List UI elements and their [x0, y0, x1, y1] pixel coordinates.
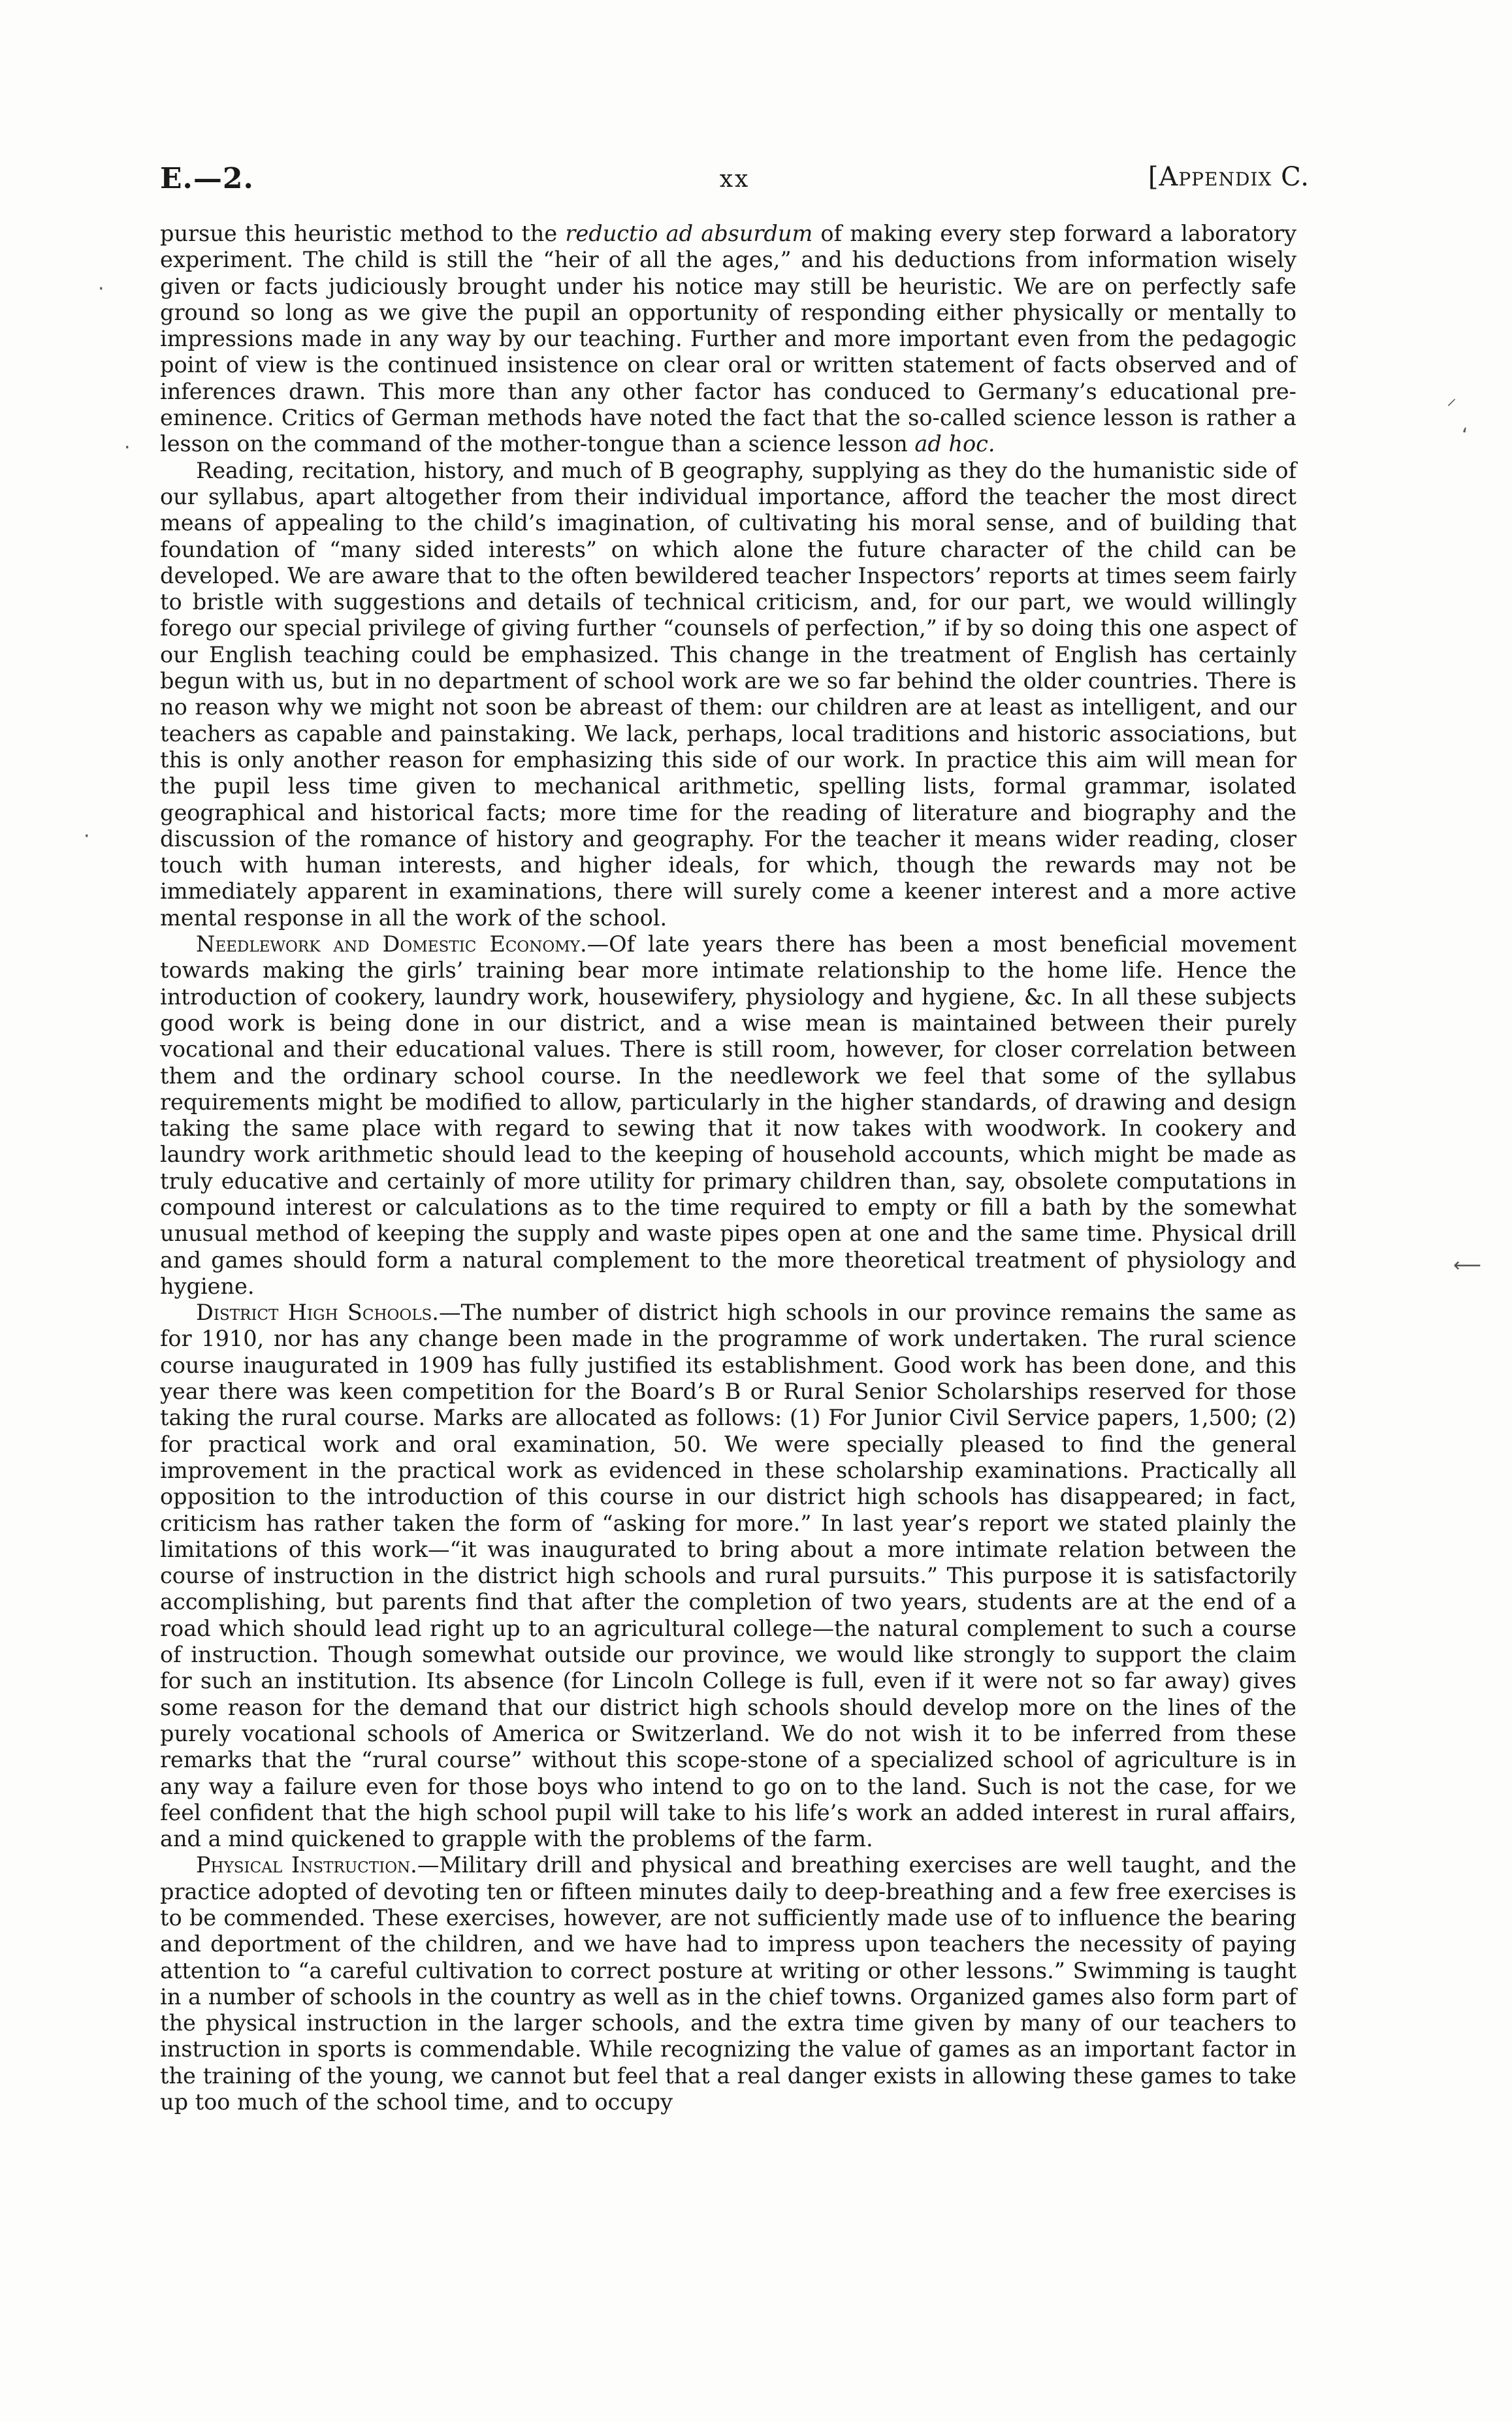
margin-mark: · [98, 278, 105, 300]
text-run: Reading, recitation, history, and much of B geography, supplying as they do the humanistic side of our syllabus, apart altogether from their individual importance, afford the teacher the most direct means of appealing to the child’s imagination, of cultivating his moral sense, and of building that foundation of “many sided interests” on which alone the future character of the child can be developed. We are aware that to the often bewildered teacher Inspectors’ reports at times seem fairly to bristle with suggestions and details of technical criticism, and, for our part, we would willingly forego our special privilege of giving further “counsels of perfection,” if by so doing this one aspect of our English teaching could be emphasized. This change in the treatment of English has certainly begun with us, but in no department of school work are we so far behind the older countries. There is no reason why we might not soon be abreast of them: our children are at least as intelligent, and our teachers as capable and painstaking. We lack, perhaps, local traditions and historic associations, but this is only another reason for emphasizing this side of our work. In practice this aim will mean for the pupil less time given to mechanical arithmetic, spelling lists, formal grammar, isolated geographical and historical facts; more time for the reading of literature and biography and the discussion of the romance of history and geography. For the teacher it means wider reading, closer touch with human interests, and higher ideals, for which, though the rewards may not be immediately apparent in examinations, there will surely come a keener interest and a more active mental response in all the work of the school. [160, 457, 1296, 931]
text-run: —Of late years there has been a most beneficial movement towards making the girls’ training bear more intimate relationship to the home life. Hence the introduction of cookery, laundry work, housewifery, physiology and hygiene, &c. In all these subjects good work is being done in our district, and a wise mean is maintained between their purely vocational and their educational values. There is still room, however, for closer correlation between them and the ordinary school course. In the needlework we feel that some of the syllabus requirements might be modified to allow, particularly in the higher standards, of drawing and design taking the same place with regard to sewing that it now takes with woodwork. In cookery and laundry work arithmetic should lead to the keeping of household accounts, which might be made as truly educative and certainly of more utility for primary children than, say, obsolete computations in compound interest or calculations as to the time required to empty or fill a bath by the somewhat unusual method of keeping the supply and waste pipes open at one and the same time. Physical drill and games should form a natural complement to the more theoretical treatment of physiology and hygiene. [160, 931, 1296, 1299]
italic-text: ad hoc. [914, 431, 995, 457]
section-heading: District High Schools. [196, 1300, 439, 1326]
margin-mark: ⸍ [1447, 395, 1456, 418]
text-run: pursue this heuristic method to the [160, 221, 566, 246]
header-reference: E.—2. [160, 162, 254, 195]
paragraph [160, 1852, 1296, 2115]
margin-mark: · [84, 825, 90, 848]
body-text [160, 221, 1296, 2115]
margin-mark: ʻ [1462, 425, 1468, 447]
text-run: —Military drill and physical and breathing exercises are well taught, and the practice adopted of devoting ten or fifteen minutes daily to deep-breathing and a few free exercises is to be commended. These exercises, however, are not sufficiently made use of to influence the bearing and deportment of the children, and we have had to impress upon teachers the necessity of paying attention to “a careful cultivation to correct posture at writing or other lessons.” Swimming is taught in a number of schools in the country as well as in the chief towns. Organized games also form part of the physical instruction in the larger schools, and the extra time given by many of our teachers to instruction in sports is commendable. While recognizing the value of games as an important factor in the training of the young, we cannot but feel that a real danger exists in allowing these games to take up too much of the school time, and to occupy [160, 1852, 1296, 2115]
paragraph [160, 458, 1296, 931]
margin-mark: · [124, 436, 131, 459]
section-heading: Needlework and Domestic Economy. [196, 931, 587, 957]
margin-mark: ⟵ [1453, 1254, 1482, 1277]
page-header [160, 162, 1310, 204]
italic-text: reductio ad absurdum [565, 221, 813, 246]
paragraph [160, 1300, 1296, 1852]
page-number: xx [719, 166, 750, 193]
section-heading: Physical Instruction. [196, 1852, 417, 1878]
text-run: —The number of district high schools in our province remains the same as for 1910, nor has any change been made in the programme of work undertaken. The rural science course inaugurated in 1909 has fully justified its establishment. Good work has been done, and this year there was keen competition for the Board’s B or Rural Senior Scholarships reserved for those taking the rural course. Marks are allocated as follows: (1) For Junior Civil Service papers, 1,500; (2) for practical work and oral examination, 50. We were specially pleased to find the general improvement in the practical work as evidenced in these scholarship examinations. Practically all opposition to the introduction of this course in our district high schools has disappeared; in fact, criticism has rather taken the form of “asking for more.” In last year’s report we stated plainly the limitations of this work—“it was inaugurated to bring about a more intimate relation between the course of instruction in the district high schools and rural pursuits.” This purpose it is satisfactorily accomplishing, but parents find that after the completion of two years, students are at the end of a road which should lead right up to an agricultural college—the natural complement to such a course of instruction. Though somewhat outside our province, we would like strongly to support the claim for such an institution. Its absence (for Lincoln College is full, even if it were not so far away) gives some reason for the demand that our district high schools should develop more on the lines of the purely vocational schools of America or Switzerland. We do not wish it to be inferred from these remarks that the “rural course” without this scope-stone of a specialized school of agriculture is in any way a failure even for those boys who intend to go on to the land. Such is not the case, for we feel confident that the high school pupil will take to his life’s work an added interest in rural affairs, and a mind quickened to grapple with the problems of the farm. [160, 1300, 1296, 1852]
header-appendix: [Appendix C. [1148, 162, 1310, 192]
paragraph [160, 221, 1296, 458]
paragraph [160, 931, 1296, 1300]
text-run: of making every step forward a laboratory experiment. The child is still the “heir of all the ages,” and his deductions from information wisely given or facts judiciously brought under his notice may still be heuristic. We are on perfectly safe ground so long as we give the pupil an opportunity of responding either physically or mentally to impressions made in any way by our teaching. Further and more important even from the pedagogic point of view is the continued insistence on clear oral or written statement of facts observed and of inferences drawn. This more than any other factor has conduced to Germany’s educational pre-eminence. Critics of German methods have noted the fact that the so-called science lesson is rather a lesson on the command of the mother-tongue than a science lesson [160, 221, 1296, 457]
